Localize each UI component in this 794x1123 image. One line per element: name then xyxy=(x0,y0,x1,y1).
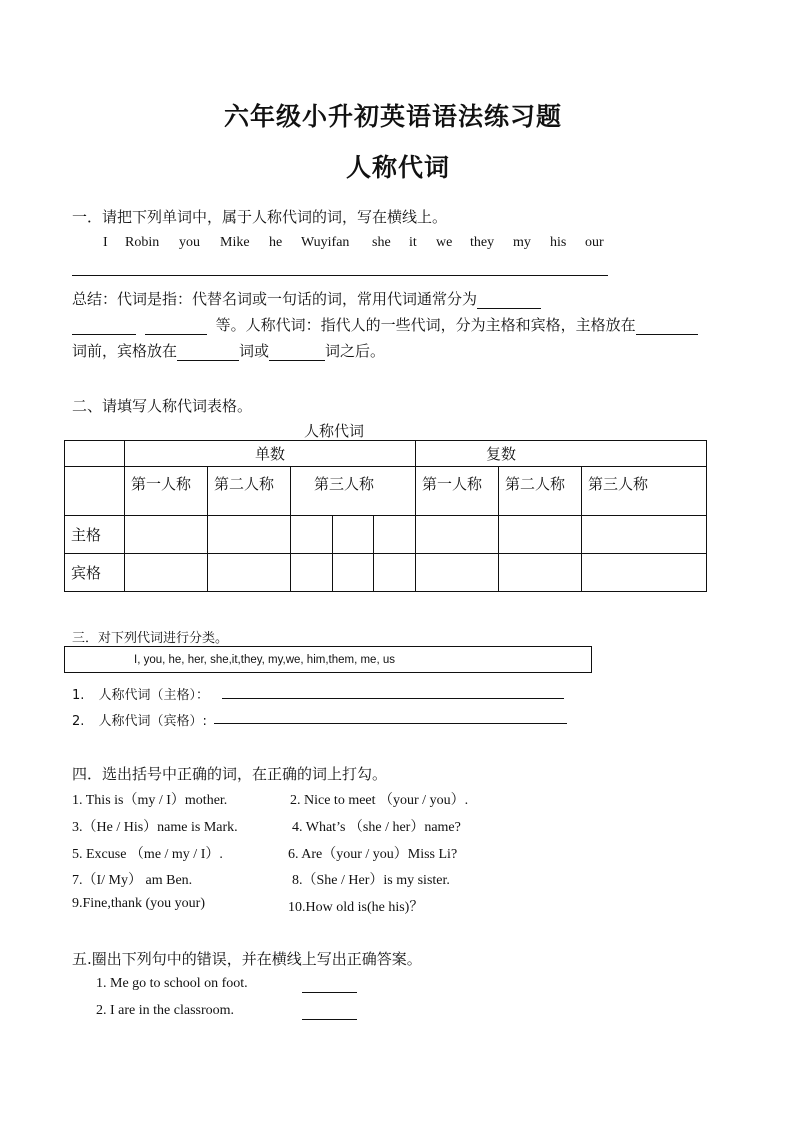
word-item: they xyxy=(470,235,495,250)
choice-item-8: 8.（She / Her）is my sister. xyxy=(292,873,450,888)
summary-text: 总结：代词是指：代替名词或一句话的词，常用代词通常分为 xyxy=(72,290,478,308)
choice-item-3: 3.（He / His）name is Mark. xyxy=(72,820,238,835)
section-2-heading: 二、请填写人称代词表格。 xyxy=(72,397,253,415)
header-second-person: 第二人称 xyxy=(208,467,291,516)
word-item: Robin xyxy=(125,235,160,250)
fill-blank[interactable] xyxy=(477,294,541,309)
word-bank-text: I, you, he, her, she,it,they, my,we, him,them, me, us xyxy=(134,654,395,666)
header-first-person: 第一人称 xyxy=(416,467,499,516)
section-5-heading: 五.圈出下列句中的错误，并在横线上写出正确答案。 xyxy=(72,950,422,968)
fill-blank[interactable] xyxy=(72,320,136,335)
header-first-person: 第一人称 xyxy=(125,467,208,516)
row-label-objective: 宾格 xyxy=(65,554,125,592)
table-cell[interactable] xyxy=(582,554,707,592)
answer-line[interactable] xyxy=(302,992,357,993)
word-list xyxy=(0,235,794,255)
summary-text: 等。人称代词：指代人的一些代词，分为主格和宾格，主格放在 xyxy=(215,316,636,334)
table-cell[interactable] xyxy=(499,554,582,592)
error-item-2: 2. I are in the classroom. xyxy=(96,1003,235,1018)
table-cell[interactable] xyxy=(374,516,416,554)
word-item: our xyxy=(585,235,604,250)
fill-blank[interactable] xyxy=(145,320,207,335)
item-number: 1. xyxy=(72,688,85,703)
summary-line-2 xyxy=(72,314,698,335)
choice-item-9: 9.Fine,thank (you your) xyxy=(72,896,205,911)
header-second-person: 第二人称 xyxy=(499,467,582,516)
table-corner xyxy=(65,441,125,467)
header-plural: 复数 xyxy=(416,441,707,467)
choice-item-7: 7.（I/ My） am Ben. xyxy=(72,873,193,888)
answer-line[interactable] xyxy=(214,723,567,724)
classify-item-1 xyxy=(72,684,209,703)
table-cell[interactable] xyxy=(499,516,582,554)
fill-blank[interactable] xyxy=(636,320,698,335)
word-item: he xyxy=(269,235,283,250)
word-item: my xyxy=(513,235,531,250)
item-number: 2. xyxy=(72,714,85,729)
answer-line[interactable] xyxy=(302,1019,357,1020)
section-4-heading: 四．选出括号中正确的词，在正确的词上打勾。 xyxy=(72,765,388,783)
choice-item-1: 1. This is（my / I）mother. xyxy=(72,793,228,808)
table-corner xyxy=(65,467,125,516)
word-bank-box xyxy=(64,646,592,673)
header-third-person: 第三人称 xyxy=(291,467,416,516)
table-cell[interactable] xyxy=(208,516,291,554)
table-cell[interactable] xyxy=(291,554,333,592)
summary-line-1 xyxy=(72,288,541,309)
row-label-nominative: 主格 xyxy=(65,516,125,554)
answer-line[interactable] xyxy=(222,698,564,699)
page-subtitle: 人称代词 xyxy=(346,153,451,182)
word-item: his xyxy=(550,235,567,250)
classify-item-2 xyxy=(72,710,207,729)
table-cell[interactable] xyxy=(582,516,707,554)
choice-item-4: 4. What’s （she / her）name? xyxy=(292,820,461,835)
item-label: 人称代词（宾格）: xyxy=(98,714,207,729)
table-cell[interactable] xyxy=(333,516,374,554)
fill-blank[interactable] xyxy=(177,346,239,361)
word-item: it xyxy=(409,235,417,250)
table-cell[interactable] xyxy=(416,516,499,554)
table-cell[interactable] xyxy=(333,554,374,592)
table-cell[interactable] xyxy=(208,554,291,592)
answer-line[interactable] xyxy=(72,275,608,276)
table-cell[interactable] xyxy=(291,516,333,554)
word-item: you xyxy=(179,235,200,250)
pronoun-table xyxy=(64,440,707,592)
error-item-1: 1. Me go to school on foot. xyxy=(96,976,248,991)
table-cell[interactable] xyxy=(125,554,208,592)
table-cell[interactable] xyxy=(125,516,208,554)
choice-item-2: 2. Nice to meet （your / you）. xyxy=(290,793,469,808)
summary-text: 词之后。 xyxy=(325,342,386,360)
summary-text: 词或 xyxy=(239,342,270,360)
page-title: 六年级小升初英语语法练习题 xyxy=(224,102,563,131)
word-item: Wuyifan xyxy=(301,235,350,250)
header-singular: 单数 xyxy=(125,441,416,467)
item-label: 人称代词（主格）： xyxy=(98,688,210,703)
summary-line-3 xyxy=(72,340,385,361)
summary-text: 词前，宾格放在 xyxy=(72,342,178,360)
section-1-heading: 一．请把下列单词中，属于人称代词的词，写在横线上。 xyxy=(72,208,448,226)
word-item: I xyxy=(103,235,108,250)
word-item: she xyxy=(372,235,391,250)
word-item: we xyxy=(436,235,453,250)
choice-item-5: 5. Excuse （me / my / I）. xyxy=(72,847,223,862)
choice-item-6: 6. Are（your / you）Miss Li? xyxy=(288,847,458,862)
word-item: Mike xyxy=(220,235,250,250)
fill-blank[interactable] xyxy=(269,346,325,361)
table-title: 人称代词 xyxy=(304,422,365,440)
section-3-heading: 三．对下列代词进行分类。 xyxy=(72,631,229,646)
header-third-person: 第三人称 xyxy=(582,467,707,516)
choice-item-10: 10.How old is(he his)？ xyxy=(288,900,424,915)
table-cell[interactable] xyxy=(374,554,416,592)
table-cell[interactable] xyxy=(416,554,499,592)
